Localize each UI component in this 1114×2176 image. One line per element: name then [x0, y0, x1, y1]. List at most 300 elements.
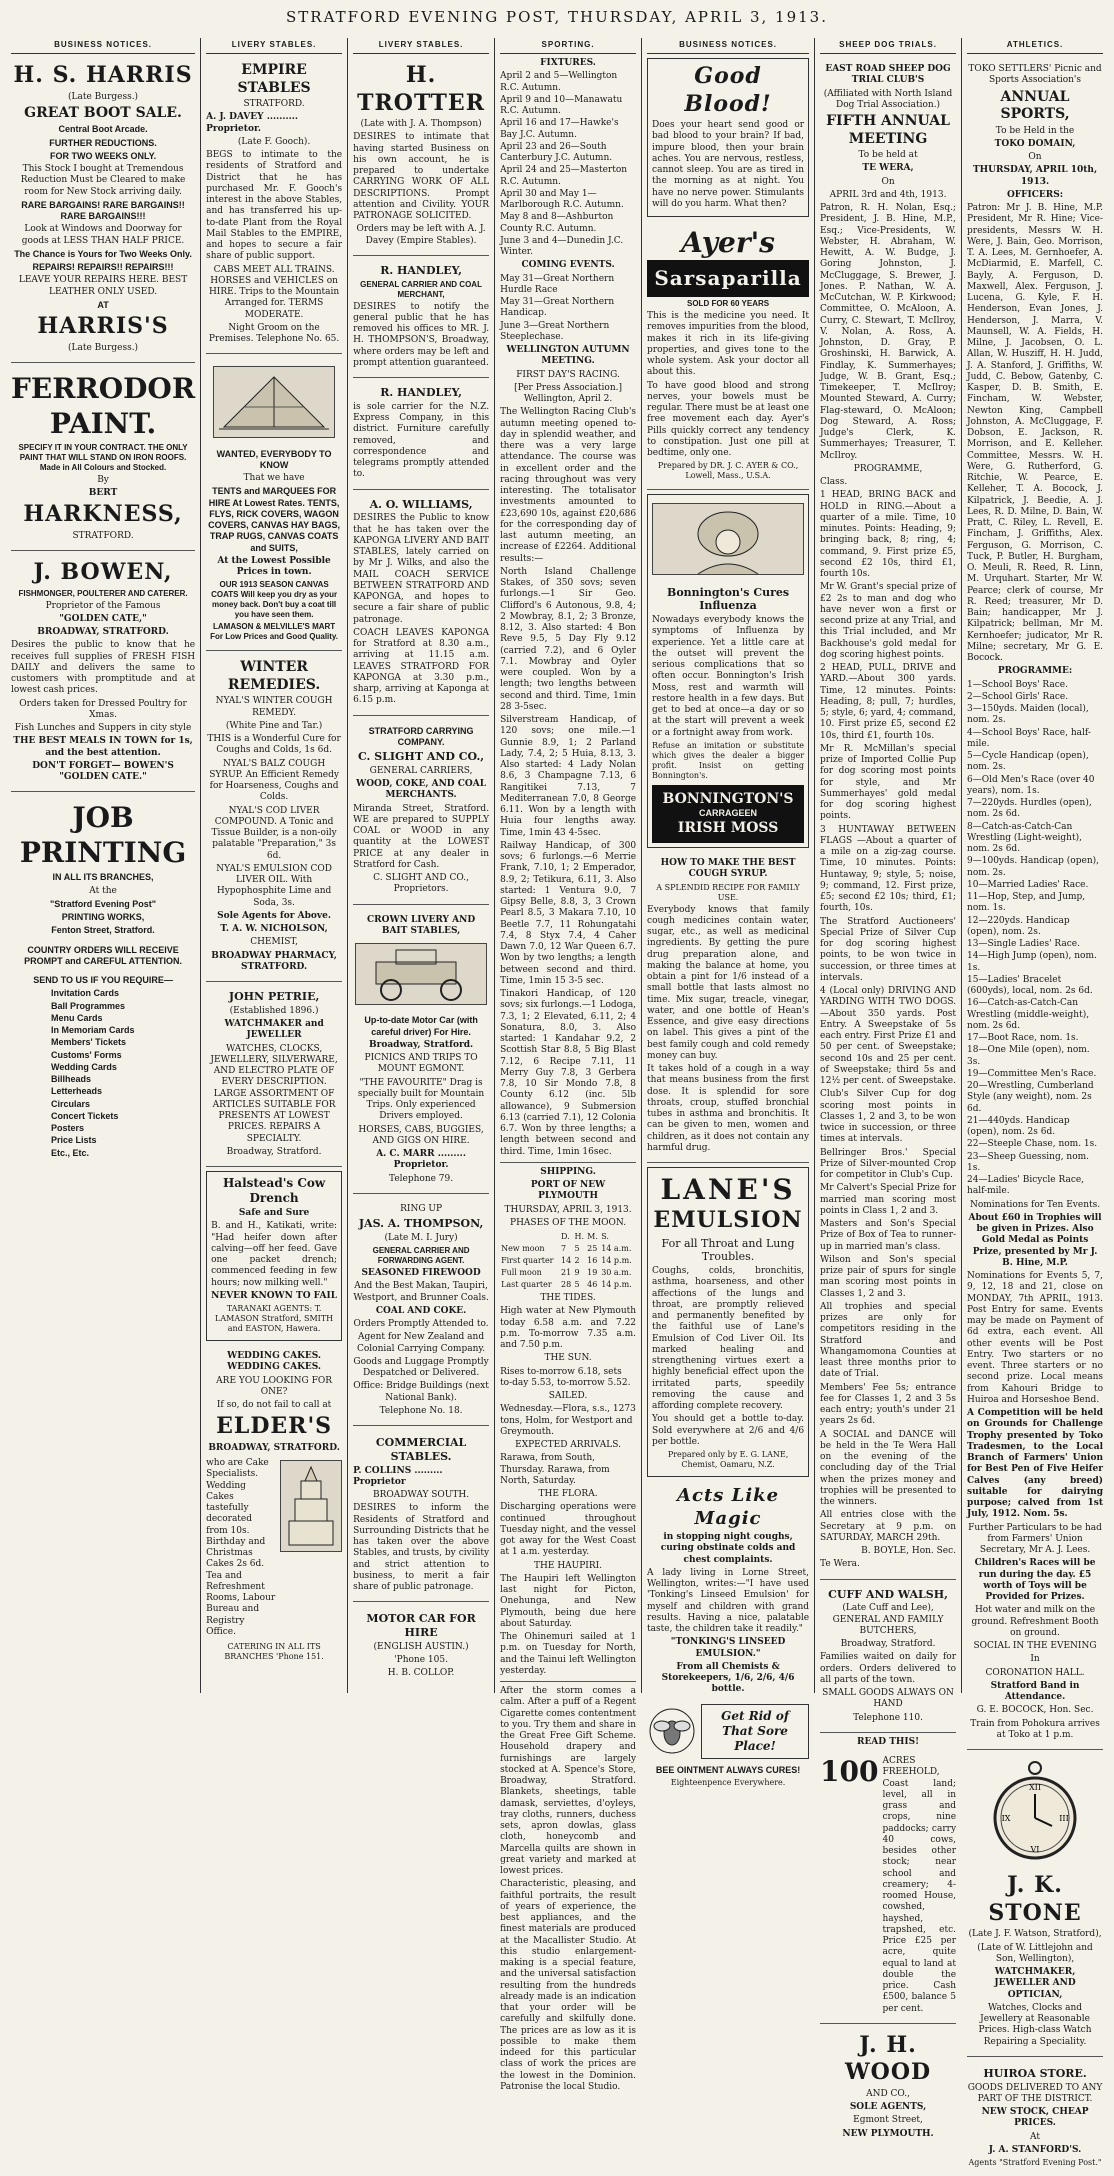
toko-annual: ANNUAL SPORTS,: [1000, 88, 1070, 122]
list-item: 23—Sheep Guessing, nom. 1s.: [967, 1151, 1090, 1173]
sore-place-text: Get Rid of That Sore Place!: [701, 1704, 809, 1759]
huiroa-store-advert: [967, 2061, 1103, 2176]
motorcar-prop: H. B. COLLOP.: [387, 1668, 455, 1679]
job-country: COUNTRY ORDERS WILL RECEIVE PROMPT and CAREFUL ATTENTION.: [24, 944, 182, 966]
look-text: Look at Windows and Doorway for goods at LESS THAN HALF PRICE.: [21, 224, 185, 246]
slight-name: C. SLIGHT AND CO.,: [357, 750, 485, 763]
expected-title: EXPECTED ARRIVALS.: [515, 1440, 621, 1450]
carrageen: CARRAGEEN: [699, 808, 758, 819]
toko-date: THURSDAY, APRIL 10th, 1913.: [972, 165, 1098, 187]
trials-p1b: Mr W. Grant's special prize of £2 2s to man and dog who have never won a first or second prize at any Trial, and this Trial included, and Mr Backhouse's gold medal for dog scoring highest points.: [820, 582, 957, 660]
toko-sports-advert: [967, 58, 1103, 1750]
magic-name: "TONKING'S LINSEED EMULSION.": [670, 1637, 786, 1659]
harris-advert: [11, 58, 195, 363]
lanes-title: LANE'S: [660, 1173, 796, 1206]
harris-late-2: (Late Burgess.): [68, 342, 139, 353]
shipping-title: SHIPPING.: [540, 1166, 596, 1177]
expected-text: Rarawa, from South, Thursday. Rarawa, from North, Saturday.: [500, 1453, 610, 1486]
bonnington-body: Nowadays everybody knows the symptoms of Influenza by experience. Yet a little care at the outset will prevent the serious complications that so often occur. Bonnington's Irish Moss, rest and warmth will restore health in a few days. But get to bed at once—a day or so at the start will prevent a week or a fortnight away from work.: [652, 615, 805, 738]
trials-class: Class.: [820, 477, 848, 487]
list-item: April 24 and 25—Masterton R.C. Autumn.: [500, 165, 628, 187]
svg-text:VI: VI: [1030, 1845, 1040, 1854]
thompson-fire: SEASONED FIREWOOD: [361, 1268, 481, 1278]
cakes-body: who are Cake Specialists. Wedding Cakes tastefully decorated from 10s. Birthday and Christmas Cakes 2s 6d. Tea and Refreshment Rooms, Labour Bureau and Registry Office.: [206, 1458, 276, 1637]
toko-prog: PROGRAMME:: [997, 666, 1073, 677]
list-item: May 31—Great Northern Hurdle Race: [500, 273, 615, 295]
slight-body: Miranda Street, Stratford. WE are prepared to SUPPLY COAL or WOOD in any quantity at the LOWEST PRICE at any dealer in Stratford for Cash.: [353, 803, 490, 870]
slight-wood: WOOD, COKE, AND COAL MERCHANTS.: [356, 779, 487, 801]
pocket-watch-icon: [990, 1758, 1080, 1868]
harris-name: H. S. HARRIS: [13, 62, 193, 88]
petrie-addr: Broadway, Stratford.: [226, 1146, 322, 1157]
lanes-try: You should get a bottle to-day. Sold everywhere at 2/6 and 4/6 per bottle.: [652, 1414, 805, 1447]
boot-sale-heading: GREAT BOOT SALE.: [24, 104, 182, 121]
trials-tw: Te Wera.: [820, 1559, 860, 1570]
list-item: Etc., Etc.: [51, 1147, 90, 1158]
list-item: June 3 and 4—Dunedin J.C. Winter.: [500, 235, 624, 257]
winter-cod: NYAL'S COD LIVER COMPOUND. A Tonic and Tissue Builder, is a non-oily palatable "Preparation," 3s 6d.: [211, 805, 337, 861]
sailed-title: SAILED.: [548, 1391, 588, 1401]
list-item: 10—Married Ladies' Race.: [967, 879, 1089, 890]
trials-aff: (Affiliated with North Island Dog Trial Association.): [823, 88, 953, 110]
list-item: 22—Steeple Chase, nom. 1s.: [967, 1139, 1098, 1150]
list-item: 4—School Boys' Race, half-mile.: [967, 727, 1091, 749]
handley-express-advert: [353, 382, 489, 490]
stone-trade: WATCHMAKER, JEWELLER AND OPTICIAN,: [994, 1967, 1076, 2000]
toko-held: To be Held in the: [995, 125, 1075, 136]
lanes-emulsion-advert: [647, 1167, 809, 1477]
bowen-body: Desires the public to know that he receives full supplies of FRESH FISH DAILY and delivers the same to customers with promptitude and at lowest cash prices.: [11, 640, 196, 696]
job-send: SEND TO US IF YOU REQUIRE—: [33, 975, 173, 985]
column-sheep-dog-trials: [814, 38, 961, 2139]
toko-competition: A Competition will be held on Grounds for Challenge Trophy presented by Toko Tradesmen, to the Local Branch of Farmers' Union for Best Pen of Five Heifer Calves (any breed) suitable for dairying purpose; calved from 1st July, 1912. Nom. 5s.: [967, 1408, 1104, 1520]
williams-name: A. O. WILLIAMS,: [369, 497, 473, 511]
column-livery-stables-2: [347, 38, 494, 1693]
list-item: 21—440yds. Handicap (open), nom. 2s 6d.: [967, 1115, 1070, 1137]
cakes-addr: BROADWAY, STRATFORD.: [208, 1442, 340, 1453]
spence-notice: After the storm comes a calm. After a puff of a Regent Cigarette comes contentment to you. Try them and share in the Great Free Gift Scheme. Household drapery and furnishings are largely stocked at A. Spence's Store, Broadway, Stratford. Blankets, sheetings, table damask, serviettes, d'oyleys, tray cloths, runners, duchess sets, apron dowlas, glass cloth, honeycomb and Marcella quilts are shown in great variety and marked at lowest prices.: [500, 1686, 637, 1876]
wellington-sub: FIRST DAY'S RACING.: [516, 369, 620, 380]
trials-officers: Patron, R. H. Nolan, Esq.; President, J. B. Hine, M.P., Esq.; Vice-Presidents, W. Webster, H. Abraham, W. Hewitt, A. W. Budge, J. Goring Johnston, J. McCluggage, S. Brewer, J. Jones. P. Nathan, W. A. McCutchan, W. P. Kirkwood; Committee, O. McAloon, A. Curry, C. Stewart, T. McIlroy, V. Nolan, A. Ross, A. Johnston, D. Gray, P. Groshinski, H. Barwick, A. Findlay, K. Summerhayes; Judge, W. B. Grant, Esq.; Timekeeper, T. McIlroy; Mounted Steward, A. Curry; Flag-steward, O. McAloon; Dog Steward, A. Ross; Judge's Clerk, K. Summerhayes; Treasurer, T. McIlroy.: [820, 203, 957, 461]
bonnington-title: Bonnington's Cures Influenza: [667, 585, 790, 613]
good-blood-advert: [647, 58, 809, 217]
boot-arcade: Central Boot Arcade.: [58, 124, 148, 135]
empire-night: Night Groom on the Premises. Telephone No. 65.: [208, 322, 340, 344]
stone-name: J. K. STONE: [988, 1872, 1082, 1926]
good-blood-title: Good Blood!: [684, 63, 772, 117]
recipe-title: HOW TO MAKE THE BEST COUGH SYRUP.: [660, 858, 796, 880]
list-item: June 3—Great Northern Steeplechase.: [500, 320, 610, 342]
events-list: [967, 680, 1103, 1198]
empire-title: EMPIRE STABLES: [237, 62, 311, 96]
column-athletics: [961, 38, 1108, 2167]
commercial-addr: BROADWAY SOUTH.: [373, 1490, 470, 1500]
trials-p4: 4 (Local only) DRIVING AND YARDING WITH TWO DOGS.—About 350 yards. Post Entry. A Sweepstake of 5s each entry. First Prize £1 and 50 per cent. of Sweepstake; second 10s and 25 per cent. of Sweepstake; third 5s and 12½ per cent. of Sweepstake.: [820, 986, 957, 1086]
bonnington-advert: [647, 494, 809, 848]
list-item: May 31—Great Northern Handicap.: [500, 297, 615, 319]
huiroa-agents: Agents "Stratford Evening Post.": [968, 2158, 1102, 2167]
recipe-body-2: It takes hold of a cough in a way that means business from the first dose. It is splendid for sore throats, croup, stuffed bronchial tubes in asthma and bronchitis. It can be given to men, women and children, as it does not contain any harmful drug.: [647, 1064, 810, 1153]
columns: [6, 38, 1108, 2167]
commercial-prop: P. COLLINS ......... Proprietor: [353, 1465, 443, 1487]
list-item: Billheads: [51, 1074, 92, 1084]
svg-text:III: III: [1059, 1814, 1069, 1823]
list-item: 7—220yds. Hurdles (open), nom. 2s 6d.: [967, 798, 1092, 820]
trials-p4e: Masters and Son's Special Prize of Box of Tea to runner-up in married man's class.: [820, 1219, 957, 1252]
bowen-addr: BROADWAY, STRATFORD.: [37, 627, 169, 637]
moon-table: [500, 1231, 636, 1291]
trials-p1: 1 HEAD, BRING BACK and HOLD in RING.—About a quarter of a mile. Time, 10 minutes. Points: Heading, 9; bringing back, 8; ring, 4; command, 9. First prize £5, second £2 10s, third £1, fourth 10s.: [820, 490, 957, 579]
motor-car-hire-advert: [353, 1606, 489, 1687]
winter-emulsion: NYAL'S EMULSION COD LIVER OIL. With Hypophosphite Lime and Soda, 3s.: [216, 863, 332, 908]
trotter-title: H. TROTTER: [357, 62, 485, 116]
wood-town: NEW PLYMOUTH.: [842, 2128, 934, 2139]
wellington-p2: North Island Challenge Stakes, of 350 sovs; seven furlongs.—1 Sir Geo. Clifford's 6 Autonous, 9.8, 4; 2 Mowbray, 8.1, 2; 3 Bronze, 8.12, 3. Also started: 4 Bon Reve 9.5, 5 Day Fly 9.12 (carried 7.2), and 6 Oyler 7.1. Mowbray and Oyler were coupled. Won by a length; two lengths between second and third. Time, 1min 28 3-5sec.: [500, 566, 637, 712]
list-item: Customs' Forms: [51, 1049, 122, 1060]
empire-late: (Late F. Gooch).: [237, 136, 311, 147]
stone-late-2: (Late of W. Littlejohn and Son, Wellington),: [977, 1942, 1093, 1964]
shipping-phases: PHASES OF THE MOON.: [510, 1217, 627, 1228]
thompson-coal: COAL AND COKE.: [375, 1305, 467, 1316]
wood-title: J. H. WOOD: [844, 2031, 932, 2086]
trotter-body: DESIRES to intimate that having started Business on his own account, he is prepared to undertake CARRYING WORK OF ALL DESCRIPTIONS. Prompt attention and Civility. YOUR PATRONAGE SOLICITED.: [353, 132, 490, 221]
halstead-sure: Safe and Sure: [238, 1208, 310, 1218]
tent-wanted: WANTED, EVERYBODY TO KNOW: [216, 448, 332, 470]
wellington-p1: The Wellington Racing Club's autumn meeting opened to-day in splendid weather, and there was a very large attendance. The course was in excellent order and the racing throughout was very interesting. The totalisator investments amounted to £23,690 10s, against £20,686 for the corresponding day of last autumn meeting, an increase of £2264. Additional results:—: [500, 407, 637, 564]
toko-hall: CORONATION HALL.: [985, 1667, 1085, 1678]
list-item: 3—150yds. Maiden (local), nom. 2s.: [967, 704, 1089, 726]
wellington-p4: Railway Handicap, of 300 sovs; 6 furlongs.—6 Merrie Frank, 7.10, 1; 2 Emperador, 8.9, 2; Tetikura, 6.11, 3. Also started: 1 Ventura 9.0, 7 Gipsy Belle, 8.8, 3, 3 Crown Pearl 8.5, 3 Makara 7.10, 10 Beetle 7.7, 11 Rohungatahi 7.4, 8 Styx 7.4, 4 Caher Dawn 7.0, 12 War Queen 6.7. Won by two lengths; a length between second and third. Time, 1min 15 3-5 sec.: [500, 840, 637, 986]
column-heading: SPORTING.: [500, 38, 636, 54]
masthead: STRATFORD EVENING POST, THURSDAY, APRIL 3, 1913.: [286, 8, 828, 26]
winter-pine: (White Pine and Tar.): [225, 720, 323, 731]
thompson-tel: Telephone No. 18.: [379, 1405, 463, 1416]
haupiri-title: THE HAUPIRI.: [534, 1560, 603, 1571]
trials-place: TE WERA,: [862, 163, 914, 174]
sailed-text: Wednesday.—Flora, s.s., 1273 tons, Holm, for Westport and Greymouth.: [500, 1404, 636, 1437]
trotter-orders: Orders may be left with A. J. Davey (Empire Stables).: [356, 224, 486, 246]
tent-lamason: LAMASON & MELVILLE'S MART For Low Prices and Good Quality.: [210, 622, 339, 642]
handley-trade: GENERAL CARRIER AND COAL MERCHANT,: [360, 279, 482, 299]
list-item: 11—Hop, Step, and Jump, nom. 1s.: [967, 892, 1086, 914]
toko-hot: Hot water and milk on the ground. Refreshment Booth on ground.: [971, 1605, 1099, 1638]
tent-illustration: [213, 366, 335, 438]
halstead-never: NEVER KNOWN TO FAIL: [211, 1290, 338, 1301]
list-item: May 8 and 8—Ashburton County R.C. Autumn.: [500, 212, 614, 234]
wellington-assoc: [Per Press Association.] Wellington, April 2.: [514, 382, 623, 404]
woman-portrait-illustration: [652, 503, 804, 575]
wellington-title: WELLINGTON AUTUMN MEETING.: [506, 345, 630, 367]
motorcar-title: MOTOR CAR FOR HIRE: [366, 1612, 476, 1639]
studio-notice: Characteristic, pleasing, and faithful portraits, the result of years of experience, the best appliances, and the finest materials are produced at the Macallister Studio. At this studio enlargement-making is a special feature, and the universal satisfaction resulting from the hundreds already made is an indication that your order will be carefully and skilfully done. The prices are as low as it is possible to make them indeed for this particular class of work the prices are the lowest in the Dominion. Patronise the local Studio.: [500, 1879, 637, 2092]
thompson-orders: Orders Promptly Attended to.: [353, 1319, 489, 1329]
wedding-cake-illustration: [280, 1460, 342, 1552]
stock-text: This Stock I bought at Tremendous Reduction Must be Cleared to make room for New Stock arriving daily.: [20, 164, 186, 197]
crown-livery-advert: [353, 909, 489, 1194]
wood-agents-advert: [820, 2028, 956, 2148]
column-heading: BUSINESS NOTICES.: [647, 38, 809, 54]
list-item: In Memoriam Cards: [51, 1025, 135, 1035]
crown-horses: HORSES, CABS, BUGGIES, AND GIGS ON HIRE.: [358, 1124, 484, 1146]
stone-advert: [967, 1754, 1103, 2057]
list-item: Wedding Cards: [51, 1061, 117, 1072]
ferrodor-bert: BERT: [88, 488, 118, 498]
recipe-body: Everybody knows that family cough medicines contain water, sugar, etc., as well as medicinal ingredients. By getting the pure drug preparation alone, and making the balance at home, you obtain a pint for 1/6 instead of a small bottle that lasts almost no time. Mix sugar, treacle, vinegar, water, and one bottle of Hean's Essence, and give easy directions on label. This gives a pint of the best family cough and cold remedy money can buy.: [647, 904, 810, 1061]
wood-co: AND CO.,: [866, 2088, 910, 2099]
emulsion-title: EMULSION: [653, 1207, 803, 1233]
handley-name: R. HANDLEY,: [380, 263, 462, 277]
eighteenpence: Eighteenpence Everywhere.: [670, 1777, 786, 1787]
ferrodor-body: SPECIFY IT IN YOUR CONTRACT. THE ONLY PAINT THAT WILL STAND ON IRON ROOFS. Made in All Colours and Stocked.: [18, 442, 188, 472]
toko-sec: G. E. BOCOCK, Hon. Sec.: [976, 1705, 1094, 1716]
table-row: Full moon 21 9 19 30 a.m.: [501, 1268, 632, 1277]
huiroa-goods: GOODS DELIVERED TO ANY PART OF THE DISTRICT.: [967, 2082, 1103, 2104]
list-item: Letterheads: [51, 1086, 103, 1097]
huiroa-title: HUIROA STORE.: [983, 2066, 1087, 2080]
harkness-name: HARKNESS,: [23, 501, 183, 528]
trials-held: To be held at: [858, 150, 918, 160]
bowen-name: J. BOWEN,: [33, 559, 173, 585]
trials-p4h: Members' Fee 5s; entrance fee for Classes 1, 2 and 3 5s each entry; youth's under 21 years 2s 6d.: [820, 1382, 957, 1427]
list-item: April 30 and May 1—Marlborough R.C. Autumn.: [500, 188, 624, 210]
elder-name: ELDER'S: [216, 1413, 333, 1440]
sun-text: Rises to-morrow 6.18, sets to-day 5.53, to-morrow 5.52.: [500, 1366, 631, 1388]
crown-picnics: PICNICS AND TRIPS TO MOUNT EGMONT.: [364, 1053, 478, 1075]
trials-p3: 3 HUNTAWAY BETWEEN FLAGS —About a quarter of a mile on a zig-zag course. Time, 10 minutes. Points: Huntaway, 9; style, 5; noise, 9; command, 12. First prize, £5; second £2 10s; third, £1; fourth, 10s.: [820, 824, 957, 914]
petrie-body: WATCHES, CLOCKS, JEWELLERY, SILVERWARE, AND ELECTRO PLATE OF EVERY DESCRIPTION. LARGE ASSORTMENT OF ARTICLES SUITABLE FOR PRESENTS AT LOWEST PRICES. REPAIRS A SPECIALTY.: [210, 1043, 338, 1144]
ayers-sold: SOLD FOR 60 YEARS: [687, 299, 770, 308]
motorcar-phone: 'Phone 105.: [394, 1655, 448, 1665]
bowen-fish: Fish Lunches and Suppers in city style: [14, 723, 192, 733]
coming-list: [500, 274, 636, 344]
trials-p3b: The Stratford Auctioneers' Special Prize of Silver Cup for dog scoring highest points, to be won twice in succession, or three times at intervals.: [820, 916, 957, 983]
slight-props: C. SLIGHT AND CO., Proprietors.: [373, 873, 469, 895]
leave-text: LEAVE YOUR REPAIRS HERE. BEST LEATHER ONLY USED.: [18, 275, 188, 297]
trials-p4b: Club's Silver Cup for dog scoring most points in Classes 1, 2 and 3, to be won twice in succession, or three times at intervals.: [820, 1089, 957, 1145]
thompson-goods: Goods and Luggage Promptly Despatched or Delivered.: [353, 1356, 489, 1378]
farm-acres: 100: [820, 1755, 879, 1788]
list-item: 5—Cycle Handicap (open), nom. 2s.: [967, 751, 1089, 773]
lanes-sub: For all Throat and Lung Troubles.: [661, 1236, 795, 1264]
golden-cate: "GOLDEN CATE,": [59, 613, 147, 624]
haupiri-text: The Haupiri left Wellington last night for Picton, Onehunga, and New Plymouth, being due here about Saturday.: [500, 1573, 637, 1629]
job-printing-advert: [11, 796, 195, 1166]
crown-tel: Telephone 79.: [389, 1173, 454, 1184]
list-item: 15—Ladies' Bracelet (600yds), local, nom. 2s 6d.: [967, 974, 1093, 996]
cakes-not: If so, do not fail to call at: [216, 1400, 332, 1410]
winter-body1: THIS is a Wonderful Cure for Coughs and Colds, 1s 6d.: [207, 734, 341, 756]
job-office: "Stratford Evening Post": [50, 898, 157, 909]
crown-addr: Broadway, Stratford.: [369, 1039, 474, 1050]
petrie-name: JOHN PETRIE,: [228, 990, 320, 1003]
crown-motor: Up-to-date Motor Car (with careful driver) For Hire.: [364, 1015, 478, 1037]
trials-p4j: All entries close with the Secretary at 9 p.m. on SATURDAY, MARCH 29th.: [820, 1510, 957, 1543]
toko-list: Patron: Mr J. B. Hine, M.P. President, Mr R. Hine; Vice-presidents, Messrs W. H. Were, J. Bain, Geo. Morrison, T. A. Lees, M. Gernhoefer, A. McDiarmid, E. Marfell, C. Bayly, A. Ferguson, D. Maxwell, Alex. Ferguson, J. Lucena, G. Kyle, F. H. Henderson, Evan Jones, J. Henderson, J. Marra, V. Maunsell, W. A. Fields, H. Milne, J. Jacobsen, O. L. Allan, W. Husziff, H. H. Judd, J. A. Stanford, J. Griffiths, W. Judd, C. Bebow, Gatenby, C. Kasper, D. B. Smith, E. Fincham, W. Webster, Newton King, Campbell Johnston, A. McCluggage, F. Dobson, E. Jackson, R. Morrison, and E. Kelleher. Committee, Messrs. W. H. Were, G. Rutherford, G. Ritchie, W. Pearce, E. Kelleher, T. A. Bocock, J. Kilpatrick, J. Beedie, A. J. Lees, R. D. Milne, D. Bain, W. Pratt, C. Riley, L. Revell, E. Fincham, J. Griffiths, Alex. Ferguson, G. Morrison, C. Tuck, P. Butler, H. Burgham, O. Meuli, R. Reed, R. Linn, M. Urquhart. Starter, Mr W. Pearce; clerk of course, Mr R. Reed; treasurer, Mr D. Bain; handicapper, Mr J. Kilpatrick; bellman, Mr M. Kernhoefer; judicator, Mr R. Milne; secretary, Mr G. E. Bocock.: [967, 203, 1104, 663]
list-item: Ball Programmes: [51, 1000, 126, 1011]
cakes-catering: CATERING IN ALL ITS BRANCHES 'Phone 151.: [224, 1642, 324, 1661]
job-items: [11, 988, 195, 1159]
list-item: 9—100yds. Handicap (open), nom. 2s.: [967, 856, 1099, 878]
trials-p2: 2 HEAD, PULL, DRIVE and YARD.—About 300 yards. Time, 12 minutes. Points: Heading, 8; pull, 7; hurdles, 5; style, 6; yard, 4; command, 10. First prize £5, second £2 10s, third £1, fourth 10s.: [820, 663, 957, 741]
cakes-title: WEDDING CAKES. WEDDING CAKES.: [227, 1351, 322, 1373]
toko-train: Train from Pohokura arrives at Toko at 1 p.m.: [970, 1718, 1100, 1740]
magic-sub: in stopping night coughs, curing obstinate colds and chest complaints.: [660, 1532, 796, 1565]
list-item: 2—School Girls' Race.: [967, 691, 1069, 702]
bowen-prop: Proprietor of the Famous: [45, 600, 161, 611]
tides-title: THE TIDES.: [540, 1293, 596, 1303]
williams-advert: [353, 494, 489, 716]
job-title: JOB: [72, 801, 134, 835]
trotter-late: (Late with J. A. Thompson): [360, 119, 482, 129]
trials-sig: B. BOYLE, Hon. Sec.: [861, 1546, 957, 1556]
list-item: Circulars: [51, 1098, 91, 1109]
repairs-text: REPAIRS! REPAIRS!! REPAIRS!!!: [32, 262, 174, 272]
tent-prices: At the Lowest Possible Prices in town.: [217, 555, 331, 577]
winter-chem2: CHEMIST,: [250, 937, 298, 948]
farm-body: ACRES FREEHOLD, Coast land; level, all in grass and crops, nine paddocks; carry 40 cows, besides other stock; near school and creamery; 4-roomed House, cowshed, hayshed, trapshed, etc. Price £25 per acre, quite equal to land at double the price. Cash £500, balance 5 per cent.: [882, 1756, 957, 2014]
job-branches: IN ALL ITS BRANCHES,: [52, 872, 154, 883]
job-works: PRINTING WORKS,: [61, 912, 145, 922]
list-item: 18—One Mile (open), nom. 3s.: [967, 1045, 1090, 1067]
flora-text: Discharging operations were continued throughout Tuesday night, and the vessel got away for the West Coast at 1 a.m. yesterday.: [500, 1502, 637, 1558]
cuff-title: CUFF AND WALSH,: [828, 1587, 948, 1601]
ohinemuri-text: The Ohinemuri sailed at 1 p.m. on Tuesday for North, and the Tainui left Wellington yesterday.: [500, 1632, 637, 1676]
thompson-mak: And the Best Makan, Taupiri, Westport, and Brunner Coals.: [353, 1281, 489, 1303]
slight-trade: GENERAL CARRIERS,: [369, 765, 473, 776]
list-item: 24—Ladies' Bicycle Race, half-mile.: [967, 1175, 1085, 1197]
wedding-cakes-advert: [206, 1345, 342, 1670]
list-item: Invitation Cards: [51, 988, 120, 999]
trials-title: EAST ROAD SHEEP DOG TRIAL CLUB'S: [825, 64, 951, 86]
magic-title: Acts Like Magic: [677, 1485, 780, 1529]
carrying-title: STRATFORD CARRYING COMPANY.: [368, 725, 474, 747]
toko-social: SOCIAL IN THE EVENING: [973, 1641, 1097, 1651]
petrie-trade: WATCHMAKER and JEWELLER: [224, 1019, 324, 1041]
cuff-addr: Broadway, Stratford.: [840, 1639, 936, 1649]
toko-further: Further Particulars to be had from Farmers' Union Secretary, Mr A. J. Lees.: [968, 1522, 1102, 1555]
list-item: 17—Boot Race, nom. 1s.: [967, 1033, 1079, 1043]
list-item: Concert Tickets: [51, 1110, 119, 1121]
harkness-town: STRATFORD.: [72, 530, 134, 541]
cakes-q: ARE YOU LOOKING FOR ONE?: [216, 1375, 332, 1397]
ayers-body-2: To have good blood and strong nerves, your bowels must be regular. There must be at least one free movement each day. Ayer's Pills quickly correct any tendency to constipation. Just one pill at bedtime, only one.: [647, 380, 810, 458]
tides-text: High water at New Plymouth today 6.58 a.m. and 7.22 p.m. To-morrow 7.35 a.m. and 7.50 p.m.: [500, 1306, 637, 1350]
toko-nom: Nominations for Ten Events.: [969, 1199, 1101, 1210]
column-business-notices-2: [641, 38, 814, 1787]
fixtures-title: FIXTURES.: [540, 58, 596, 68]
list-item: 14—High Jump (open), nom. 1s.: [967, 951, 1097, 973]
huiroa-name: J. A. STANFORD'S.: [988, 2144, 1082, 2155]
coming-title: COMING EVENTS.: [521, 260, 615, 271]
table-row: Last quarter 28 5 46 14 p.m.: [501, 1280, 632, 1289]
trials-p4c: Bellringer Bros.' Special Prize of Silver-mounted Crop for competitor in Club's Cup.: [820, 1147, 957, 1180]
williams-body: DESIRES the Public to know that he has taken over the KAPONGA LIVERY AND BAIT STABLES, lately carried on by Mr J. Wilks, and also the MAIL COACH SERVICE BETWEEN STRATFORD AND KAPONGA, and hopes to secure a fair share of public patronage.: [353, 513, 490, 625]
wood-sole: SOLE AGENTS,: [849, 2102, 927, 2112]
column-heading: ATHLETICS.: [967, 38, 1103, 54]
toko-nominations: Nominations for Events 5, 7, 9, 12, 18 and 21, close on MONDAY, 7th APRIL, 1913. Post Entry for same. Events may be made on Payment of 6d extra, each event. All other events will be Post Entry. Two starters or no event. Three starters or no second prize. Local means from Kahouri Bridge to Huiroa and Horseshoe Bend.: [967, 1271, 1104, 1405]
job-at: At the: [89, 885, 117, 896]
winter-title: WINTER REMEDIES.: [227, 659, 321, 693]
carrying-company-advert: [353, 720, 489, 905]
trials-fifth: FIFTH ANNUAL MEETING: [826, 113, 950, 147]
toko-band: Stratford Band in Attendance.: [990, 1680, 1080, 1702]
empire-prop: A. J. DAVEY .......... Proprietor.: [206, 112, 299, 134]
list-item: April 2 and 5—Wellington R.C. Autumn.: [500, 71, 618, 93]
ferrodor-title: FERRODOR PAINT.: [11, 371, 196, 440]
toko-in: In: [1030, 1654, 1040, 1665]
winter-cough: NYAL'S WINTER COUGH REMEDY.: [215, 696, 333, 718]
read-this: READ THIS!: [856, 1736, 920, 1747]
job-street: Fenton Street, Stratford.: [51, 925, 155, 936]
trials-p4f: Wilson and Son's special prize pair of spurs for single man scoring most points in Classes 1, 2 and 3.: [820, 1254, 957, 1299]
printing-title: PRINTING: [19, 836, 187, 870]
list-item: April 23 and 26—South Canterbury J.C. Autumn.: [500, 141, 613, 163]
thompson-agent: Agent for New Zealand and Colonial Carrying Company.: [357, 1332, 486, 1354]
shipping-port: PORT OF NEW PLYMOUTH: [530, 1180, 606, 1202]
list-item: 6—Old Men's Race (over 40 years), nom. 1s.: [967, 774, 1095, 796]
commercial-stables-advert: [353, 1430, 489, 1602]
stone-late: (Late J. F. Watson, Stratford),: [968, 1929, 1102, 1940]
column-sporting: [494, 38, 641, 2092]
list-item: Menu Cards: [51, 1012, 103, 1023]
williams-coach: COACH LEAVES KAPONGA for Stratford at 8.30 a.m., arriving at 11.15 a.m. LEAVES STRATFORD FOR KAPONGA at 3.30 p.m., sharp, arriving at Kaponga at 6.15 p.m.: [353, 627, 490, 706]
dog-trial-advert: [820, 58, 956, 1580]
list-item: Price Lists: [51, 1135, 97, 1146]
bee-ointment: BEE OINTMENT ALWAYS CURES!: [655, 1764, 801, 1775]
commercial-title: COMMERCIAL STABLES.: [375, 1436, 467, 1463]
column-business-notices: [6, 38, 200, 1693]
flora-title: THE FLORA.: [538, 1489, 598, 1499]
trials-p2b: Mr R. McMillan's special prize of Imported Collie Pup for dog scoring most points for style, and Mr Summerhayes' gold medal for dog scoring highest points.: [820, 743, 957, 822]
handley-body: DESIRES to notify the general public that he has removed his offices to MR. J. H. THOMPSON'S, Broadway, where orders may be left and prompt attention guaranteed.: [353, 301, 490, 368]
bonnington-refuse: Refuse an imitation or substitute which gives the dealer a bigger profit. Insist on getting Bonnington's.: [652, 740, 805, 780]
halstead-advert: [206, 1171, 342, 1341]
huiroa-new: NEW STOCK, CHEAP PRICES.: [981, 2107, 1089, 2129]
lanes-body: Coughs, colds, bronchitis, asthma, hoarseness, and other affections of the lungs and throat, are promptly relieved and permanently benefited by the faithful use of Lane's Emulsion of Cod Liver Oil. Its marked healing and strengthening virtues exert a highly beneficial effect upon the irritated parts, speedily removing the cause and affording complete recovery.: [652, 1266, 805, 1411]
toko-club: TOKO SETTLERS' Picnic and Sports Association's: [968, 64, 1102, 86]
tent-that: That we have: [243, 473, 305, 483]
chance-text: The Chance is Yours for Two Weeks Only.: [14, 248, 192, 259]
toko-domain: TOKO DOMAIN,: [994, 138, 1076, 149]
column-heading: BUSINESS NOTICES.: [11, 38, 195, 54]
handley-name-2: R. HANDLEY,: [380, 386, 462, 399]
bowen-dont: DON'T FORGET— BOWEN'S "GOLDEN CATE.": [32, 760, 174, 782]
svg-text:XII: XII: [1029, 1783, 1042, 1792]
winter-remedies-advert: [206, 655, 342, 982]
cuff-tel: Telephone 110.: [853, 1712, 923, 1723]
column-livery-stables: [200, 38, 347, 1693]
handley-coal-advert: [353, 260, 489, 378]
list-item: Posters: [51, 1123, 85, 1133]
commercial-body: DESIRES to inform the Residents of Stratford and Surrounding Districts that he has taken over the above Stables, and trusts, by civility and strict attention to business, to merit a fair share of public patronage.: [353, 1503, 490, 1592]
crown-prop: A. C. MARR ......... Proprietor.: [376, 1149, 466, 1171]
cuff-walsh-advert: [820, 1584, 956, 1733]
two-weeks: FOR TWO WEEKS ONLY.: [49, 150, 157, 161]
trials-on: On: [881, 176, 895, 187]
thompson-advert: [353, 1198, 489, 1426]
bowen-advert: [11, 555, 195, 792]
list-item: 8—Catch-as-Catch-Can Wrestling (Light-weight), nom. 2s 6d.: [967, 821, 1082, 854]
list-item: 12—220yds. Handicap (open), nom. 2s.: [967, 915, 1070, 937]
table-row: New moon 7 5 25 14 a.m.: [501, 1244, 632, 1253]
tent-items: TENTS and MARQUEES FOR HIRE At Lowest Rates. TENTS, FLYS, RICK COVERS, WAGON COVERS, CANVAS HAY BAGS, TRAP RUGS, CANVAS COATS and SUITS,: [208, 486, 341, 553]
thompson-office: Office: Bridge Buildings (next National Bank).: [353, 1381, 489, 1403]
column-heading: SHEEP DOG TRIALS.: [820, 38, 956, 54]
cuff-small: SMALL GOODS ALWAYS ON HAND: [822, 1688, 954, 1710]
list-item: 13—Single Ladies' Race.: [967, 939, 1080, 949]
halstead-agents: TARANAKI AGENTS: T. LAMASON Stratford, SMITH and EASTON, Hawera.: [215, 1304, 334, 1333]
bowen-orders: Orders taken for Dressed Poultry for Xmas.: [19, 698, 187, 720]
